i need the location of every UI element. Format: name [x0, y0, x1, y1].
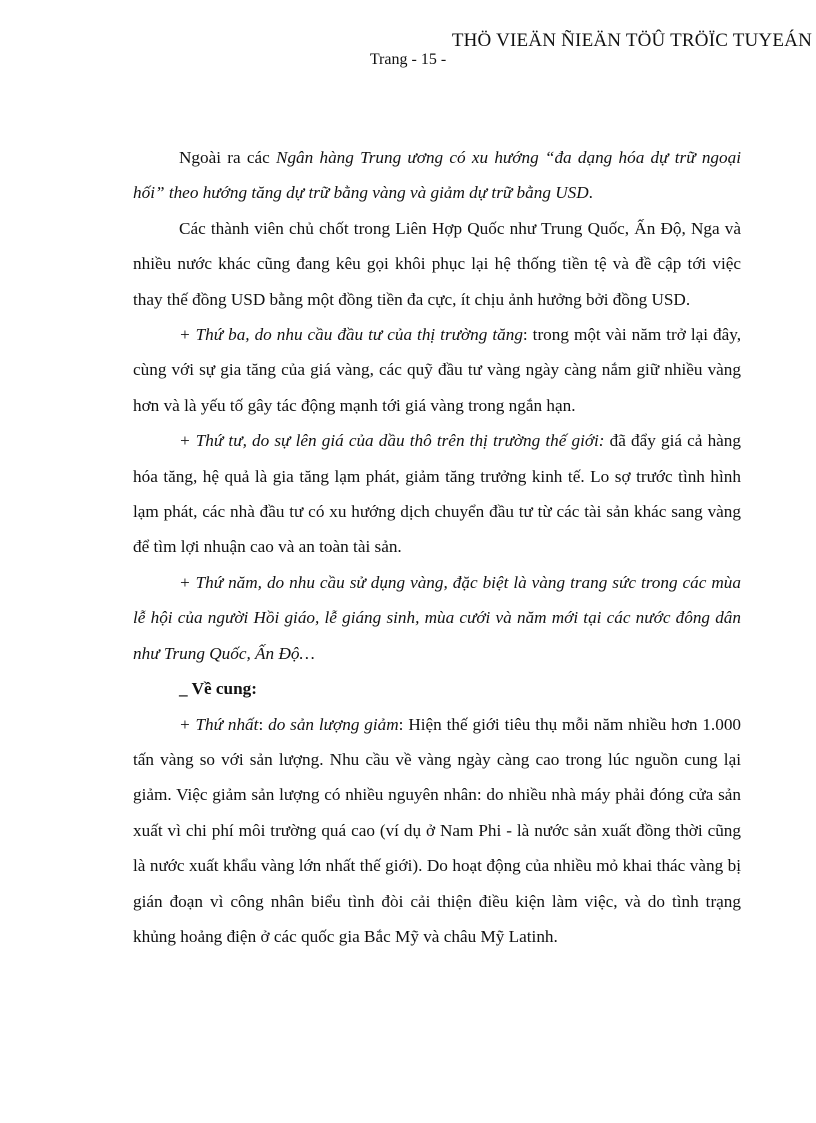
document-body: [133, 140, 741, 954]
section-heading-supply: _ Về cung:: [179, 679, 257, 699]
paragraph-text: đã đẩy giá cả hàng hóa tăng, hệ quả là gia tăng lạm phát, giảm tăng trưởng kinh tế. Lo sợ trước tình hình lạm phát, các nhà đầu tư có xu hướng dịch chuyển đầu tư từ các tài sản khác sang vàng để tìm lợi nhuận cao và an toàn tài sản.: [133, 431, 741, 557]
library-header-title: THÖ VIEÄN ÑIEÄN TÖÛ TRÖÏC TUYEÁN: [451, 30, 812, 51]
paragraph-un-members: Các thành viên chủ chốt trong Liên Hợp Quốc như Trung Quốc, Ấn Độ, Nga và nhiều nước khác cũng đang kêu gọi khôi phục lại hệ thống tiền tệ và đề cập tới việc thay thế đồng USD bằng một đồng tiền đa cực, ít chịu ảnh hưởng bởi đồng USD.: [133, 218, 741, 309]
paragraph-text: :: [258, 714, 269, 734]
paragraph-italic-text: + Thứ ba, do nhu cầu đầu tư của thị trường tăng: [179, 325, 523, 345]
paragraph-fifth-reason: [133, 565, 741, 671]
paragraph-text: : Hiện thế giới tiêu thụ mỗi năm nhiều hơn 1.000 tấn vàng so với sản lượng. Nhu cầu về vàng ngày càng cao trong lúc nguồn cung lại giảm. Việc giảm sản lượng có nhiều nguyên nhân: do nhiều nhà máy phải đóng cửa sản xuất vì chi phí môi trường quá cao (ví dụ ở Nam Phi - là nước sản xuất đồng thời cũng là nước xuất khẩu vàng lớn nhất thế giới). Do hoạt động của nhiều mỏ khai thác vàng bị gián đoạn vì công nhân biểu tình đòi cải thiện điều kiện làm việc, và do tình trạng khủng hoảng điện ở các quốc gia Bắc Mỹ và châu Mỹ Latinh.: [133, 714, 742, 946]
paragraph-italic-text: + Thứ năm, do nhu cầu sử dụng vàng, đặc biệt là vàng trang sức trong các mùa lễ hội của người Hồi giáo, lễ giáng sinh, mùa cưới và năm mới tại các nước đông dân như Trung Quốc, Ấn Độ…: [133, 572, 741, 663]
paragraph-text: .: [588, 183, 593, 203]
paragraph-text: : trong một vài năm trở lại đây, cùng với sự gia tăng của giá vàng, các quỹ đầu tư vàng ngày càng nắm giữ nhiều vàng hơn và là yếu tố gây tác động mạnh tới giá vàng trong ngắn hạn.: [133, 325, 741, 415]
paragraph-fourth-reason: [133, 423, 741, 565]
paragraph-italic-text: do sản lượng giảm: [268, 714, 399, 734]
paragraph-third-reason: [133, 317, 741, 423]
paragraph-italic-text: + Thứ tư, do sự lên giá của dầu thô trên thị trường thế giới:: [179, 431, 605, 451]
paragraph-italic-text: + Thứ nhất: [179, 714, 259, 734]
paragraph-first-supply-reason: [133, 707, 741, 955]
paragraph-italic-text: Ngân hàng Trung ương có xu hướng “đa dạng hóa dự trữ ngoại hối” theo hướng tăng dự trữ bằng vàng và giảm dự trữ bằng USD: [133, 148, 741, 203]
page-number: Trang - 15 -: [369, 51, 447, 68]
paragraph-text: Ngoài ra các: [179, 148, 276, 167]
paragraph-foreign-reserves: [133, 140, 741, 211]
